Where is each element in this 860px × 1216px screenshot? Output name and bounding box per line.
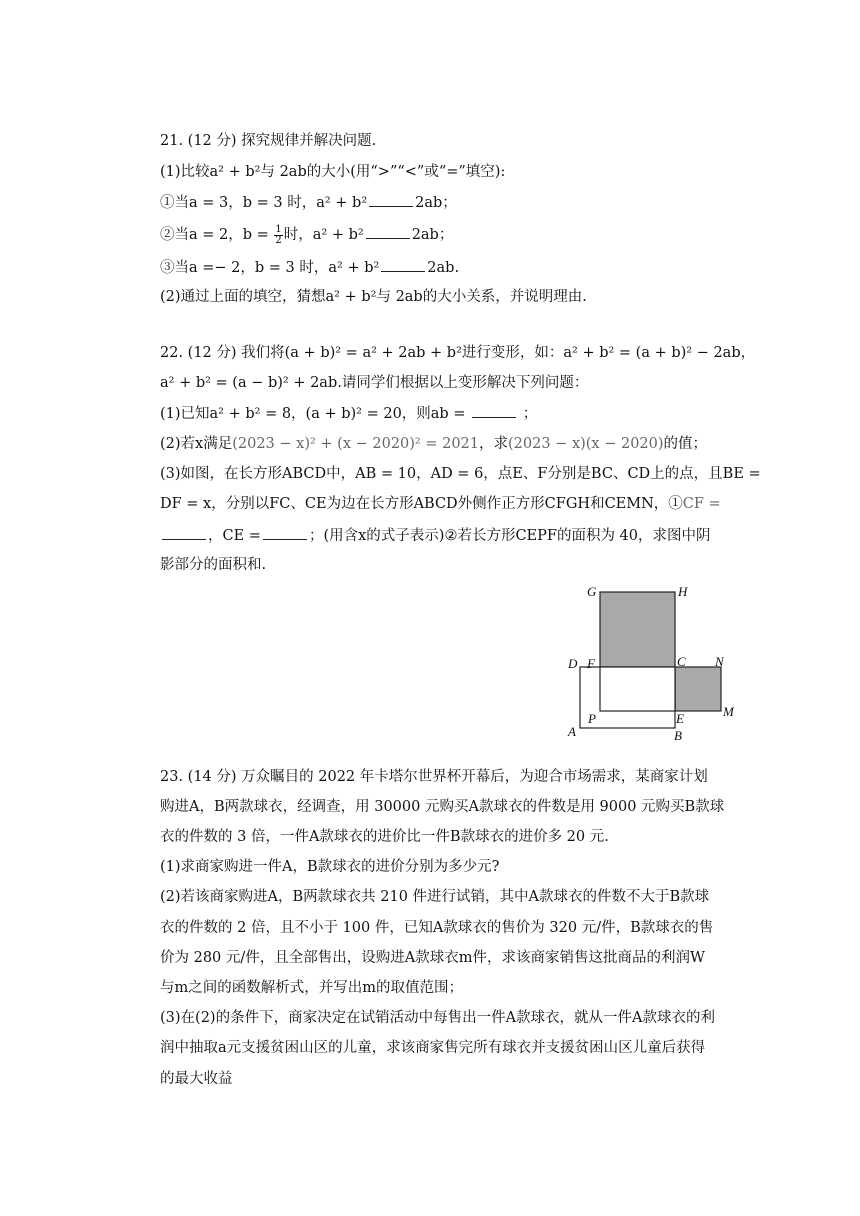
fraction-one-half: $\frac{1}{2}$ [275, 223, 282, 246]
q22-title-cont: a² + b² = (a − b)² + 2ab.请同学们根据以上变形解决下列问题： [160, 375, 589, 391]
q23-line7: 价为 280 元/件，且全部售出，设购进A款球衣m件，求该商家销售这批商品的利润W [160, 950, 705, 966]
q23-line2: 购进A，B两款球衣，经调查，用 30000 元购买A款球衣的件数是用 9000 元购买B款球 [160, 799, 725, 815]
q22-title: 22. (12 分) 我们将(a + b)² = a² + 2ab + b²进行变形，如：a² + b² = (a + b)² − 2ab， [160, 345, 756, 361]
label-g: G [587, 584, 597, 599]
label-b: B [674, 728, 682, 743]
square-cfgh [600, 592, 675, 667]
label-e: E [676, 711, 684, 726]
q23-line9: (3)在(2)的条件下，商家决定在试销活动中每售出一件A款球衣，就从一件A款球衣的利 [160, 1010, 716, 1026]
label-c: C [677, 654, 686, 669]
q22-part3-line2: DF = x，分别以FC、CE为边在长方形ABCD外侧作正方形CFGH和CEMN，①CF = [160, 496, 721, 512]
label-d: D [568, 656, 578, 671]
q23-line11: 的最大收益 [160, 1071, 233, 1087]
answer-blank[interactable] [263, 525, 307, 540]
label-p: P [588, 711, 596, 726]
q21-part2: (2)通过上面的填空，猜想a² + b²与 2ab的大小关系，并说明理由. [160, 289, 587, 305]
label-f: F [587, 656, 595, 671]
q23-line6: 衣的件数的 2 倍，且不小于 100 件，已知A款球衣的售价为 320 元/件，B款球衣的售 [160, 920, 714, 936]
q23-line4: (1)求商家购进一件A，B款球衣的进价分别为多少元? [160, 859, 500, 875]
label-a: A [568, 724, 576, 739]
q22-part3-line1: (3)如图，在长方形ABCD中，AB = 10，AD = 6，点E、F分别是BC、CD上的点，且BE = [160, 466, 761, 482]
rectangle-cepf [600, 667, 675, 711]
q21-case1: ①当a = 3，b = 3 时，a² + b² 2ab； [160, 192, 457, 213]
q21-title: 21. (12 分) 探究规律并解决问题. [160, 133, 377, 149]
q23-line5: (2)若该商家购进A，B两款球衣共 210 件进行试销，其中A款球衣的件数不大于B款球 [160, 889, 710, 905]
answer-blank[interactable] [472, 403, 516, 418]
answer-blank[interactable] [162, 525, 206, 540]
answer-blank[interactable] [381, 257, 425, 272]
q21-case3: ③当a =− 2，b = 3 时，a² + b² 2ab. [160, 257, 459, 278]
geometry-figure [560, 578, 740, 748]
q23-line8: 与m之间的函数解析式，并写出m的取值范围； [160, 980, 463, 996]
q23-line3: 衣的件数的 3 倍，一件A款球衣的进价比一件B款球衣的进价多 20 元. [160, 829, 609, 845]
label-m: M [723, 704, 734, 719]
label-n: N [715, 654, 724, 669]
q22-part3-line4: 影部分的面积和. [160, 557, 267, 573]
q21-case2: ②当a = 2，b = $\frac{1}{2}$ 时，a² + b² 2ab； [160, 223, 454, 246]
square-cemn [675, 667, 721, 711]
q22-part1: (1)已知a² + b² = 8，(a + b)² = 20，则ab = ； [160, 403, 537, 424]
q21-part1: (1)比较a² + b²与 2ab的大小(用“>”“<”或“=”填空): [160, 164, 506, 180]
q23-line1: 23. (14 分) 万众瞩目的 2022 年卡塔尔世界杯开幕后，为迎合市场需求，某商家计划 [160, 769, 708, 785]
answer-blank[interactable] [366, 224, 410, 239]
q23-line10: 润中抽取a元支援贫困山区的儿童，求该商家售完所有球衣并支援贫困山区儿童后获得 [160, 1040, 706, 1056]
answer-blank[interactable] [369, 192, 413, 207]
q22-part3-line3: ，CE = ；(用含x的式子表示)②若长方形CEPF的面积为 40，求图中阴 [160, 525, 711, 546]
q22-part2: (2)若x满足(2023 − x)² + (x − 2020)² = 2021，求(2023 − x)(x − 2020)的值； [160, 436, 708, 452]
label-h: H [678, 584, 688, 599]
